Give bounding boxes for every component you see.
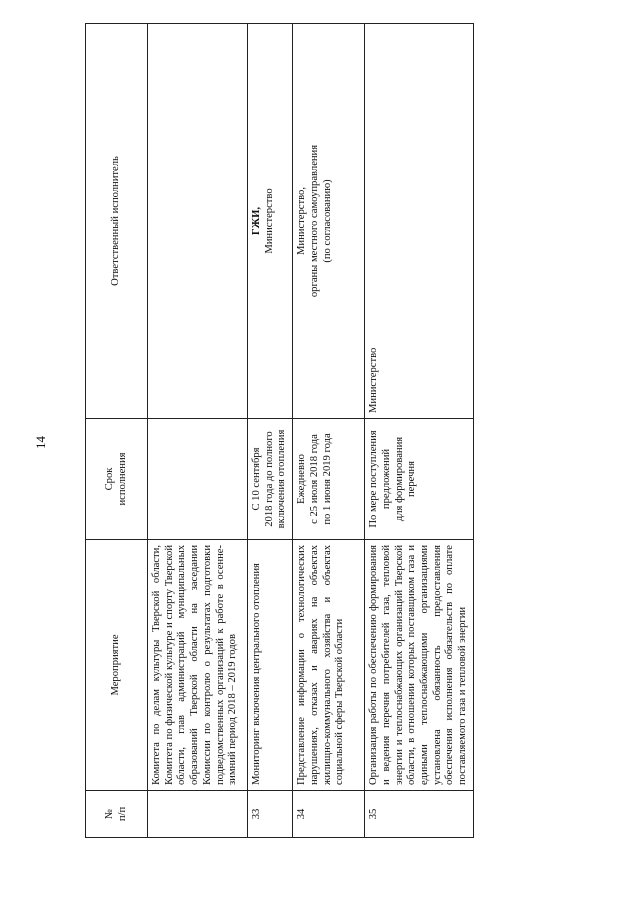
row-responsible: Министерство, органы местного самоуправления (по согласованию) (293, 24, 365, 419)
row-term (148, 419, 248, 540)
row-responsible (248, 24, 293, 419)
row-activity: Организация работы по обеспечению формирования и ведения перечня потребителей газа, тепловой энергии и теплоснабжающих организаций Тверской области, в отношении которых поставщиком газа и едиными теплоснабжающими организациями установлена обязанность предоставления обеспечения исполнения обязательств по оплате поставляемого газа и тепловой энергии (365, 540, 474, 791)
header-term: Срок исполнения (86, 419, 148, 540)
row-responsible: Министерство (365, 24, 474, 419)
table-row (148, 24, 248, 838)
row-number: 35 (365, 791, 474, 838)
row-number (148, 791, 248, 838)
row-responsible (148, 24, 248, 419)
row-term: Ежедневно с 25 июля 2018 года по 1 июня 2019 года (293, 419, 365, 540)
row-number: 33 (248, 791, 293, 838)
row-activity: Представление информации о технологических нарушениях, отказах и авариях на объектах жилищно-коммунального хозяйства и объектах социальной сферы Тверской области (293, 540, 365, 791)
responsible-line-1: ГЖИ, (251, 206, 262, 236)
rotated-table-container (85, 68, 469, 838)
row-number: 34 (293, 791, 365, 838)
row-activity: Комитета по делам культуры Тверской области, Комитета по физической культуре и спорту Тверской области, глав администраций муниципальных образований Тверской области на заседании Комиссии по контролю о результатах подготовки подведомственных организаций к работе в осенне-зимний период 2018 – 2019 годов (148, 540, 248, 791)
header-responsible: Ответственный исполнитель (86, 24, 148, 419)
measures-table (85, 23, 474, 838)
page-number: 14 (33, 436, 48, 449)
table-row (248, 24, 293, 838)
row-term: С 10 сентября 2018 года до полного включения отопления (248, 419, 293, 540)
row-activity: Мониторинг включения центрального отопления (248, 540, 293, 791)
responsible-line-2: Министерство (263, 188, 275, 254)
header-number: № п/п (86, 791, 148, 838)
table-row (293, 24, 365, 838)
header-activity: Мероприятие (86, 540, 148, 791)
table-header-row (86, 24, 148, 838)
row-term: По мере поступления предложений для формирования перечня (365, 419, 474, 540)
table-row (365, 24, 474, 838)
